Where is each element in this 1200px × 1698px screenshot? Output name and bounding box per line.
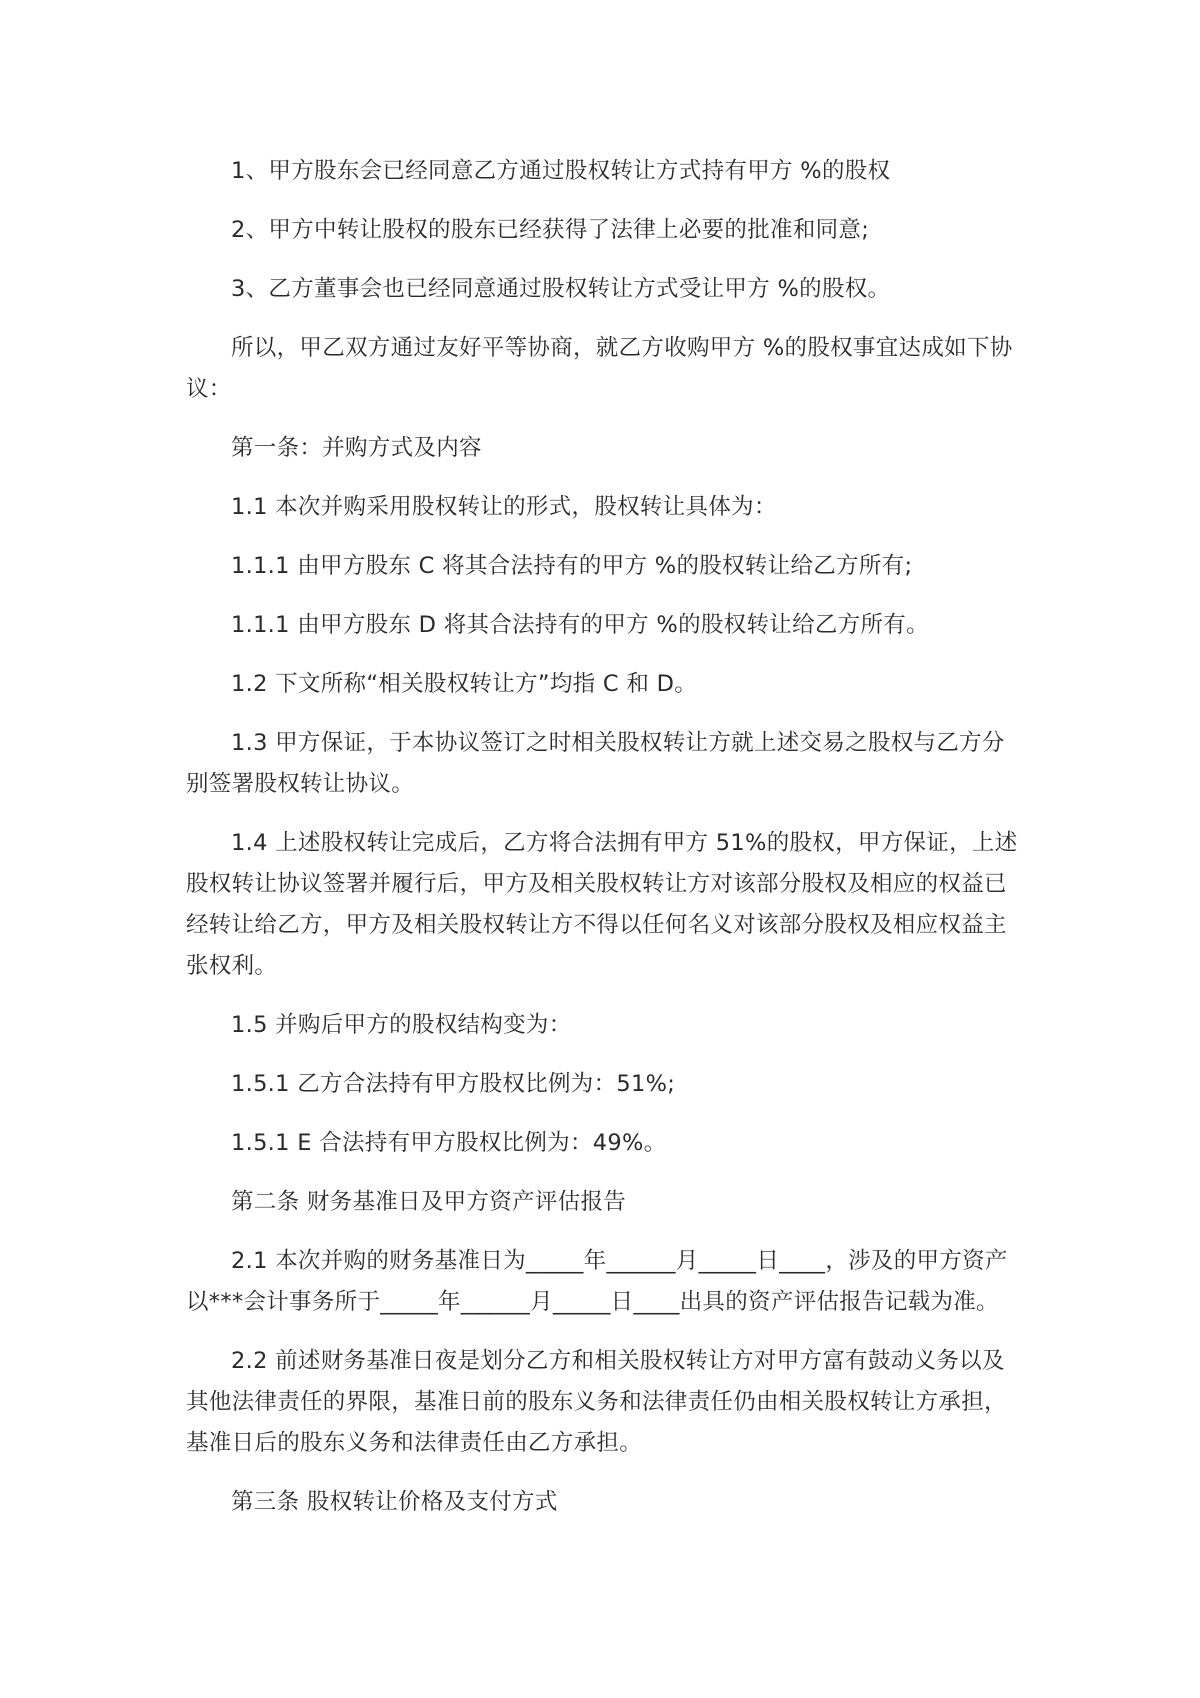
paragraph-consent-shareholders: 1、甲方股东会已经同意乙方通过股权转让方式持有甲方 %的股权 bbox=[231, 158, 891, 184]
clause-1-4: 1.4 上述股权转让完成后，乙方将合法拥有甲方 51%的股权，甲方保证，上述股权转让协议签署并履行后，甲方及相关股权转让方对该部分股权及相应的权益已经转让给乙方，甲方及相关股权转让方不得以任何名义对该部分股权及相应权益主张权利。 bbox=[186, 830, 1018, 979]
article-1-heading: 第一条：并购方式及内容 bbox=[231, 435, 482, 461]
paragraph-agreement-intro: 所以，甲乙双方通过友好平等协商，就乙方收购甲方 %的股权事宜达成如下协议： bbox=[186, 335, 1013, 402]
clause-1-5-1-e: 1.5.1 E 合法持有甲方股权比例为：49%。 bbox=[231, 1130, 667, 1156]
paragraph-approval-obtained: 2、甲方中转让股权的股东已经获得了法律上必要的批准和同意; bbox=[231, 217, 870, 243]
article-2-heading: 第二条 财务基准日及甲方资产评估报告 bbox=[231, 1189, 627, 1215]
clause-1-5-1-buyer: 1.5.1 乙方合法持有甲方股权比例为：51%; bbox=[231, 1071, 676, 1097]
clause-1-1-1-d: 1.1.1 由甲方股东 D 将其合法持有的甲方 %的股权转让给乙方所有。 bbox=[231, 612, 929, 638]
document-body bbox=[186, 151, 1022, 1541]
clause-1-2: 1.2 下文所称“相关股权转让方”均指 C 和 D。 bbox=[231, 671, 698, 697]
article-3-heading: 第三条 股权转让价格及支付方式 bbox=[231, 1489, 558, 1515]
clause-1-1-1-c: 1.1.1 由甲方股东 C 将其合法持有的甲方 %的股权转让给乙方所有; bbox=[231, 553, 913, 579]
clause-1-5: 1.5 并购后甲方的股权结构变为： bbox=[231, 1012, 572, 1038]
clause-2-1: 2.1 本次并购的财务基准日为_____年______月_____日____，涉及的甲方资产以***会计事务所于_____年______月_____日____出具的资产评估报告记载为准。 bbox=[186, 1248, 1008, 1315]
clause-1-1: 1.1 本次并购采用股权转让的形式，股权转让具体为： bbox=[231, 494, 777, 520]
paragraph-board-consent: 3、乙方董事会也已经同意通过股权转让方式受让甲方 %的股权。 bbox=[231, 276, 891, 302]
clause-1-3: 1.3 甲方保证，于本协议签订之时相关股权转让方就上述交易之股权与乙方分别签署股权转让协议。 bbox=[186, 730, 1005, 797]
clause-2-2: 2.2 前述财务基准日夜是划分乙方和相关股权转让方对甲方富有鼓动义务以及其他法律责任的界限，基准日前的股东义务和法律责任仍由相关股权转让方承担，基准日后的股东义务和法律责任由乙方承担。 bbox=[186, 1348, 1007, 1456]
